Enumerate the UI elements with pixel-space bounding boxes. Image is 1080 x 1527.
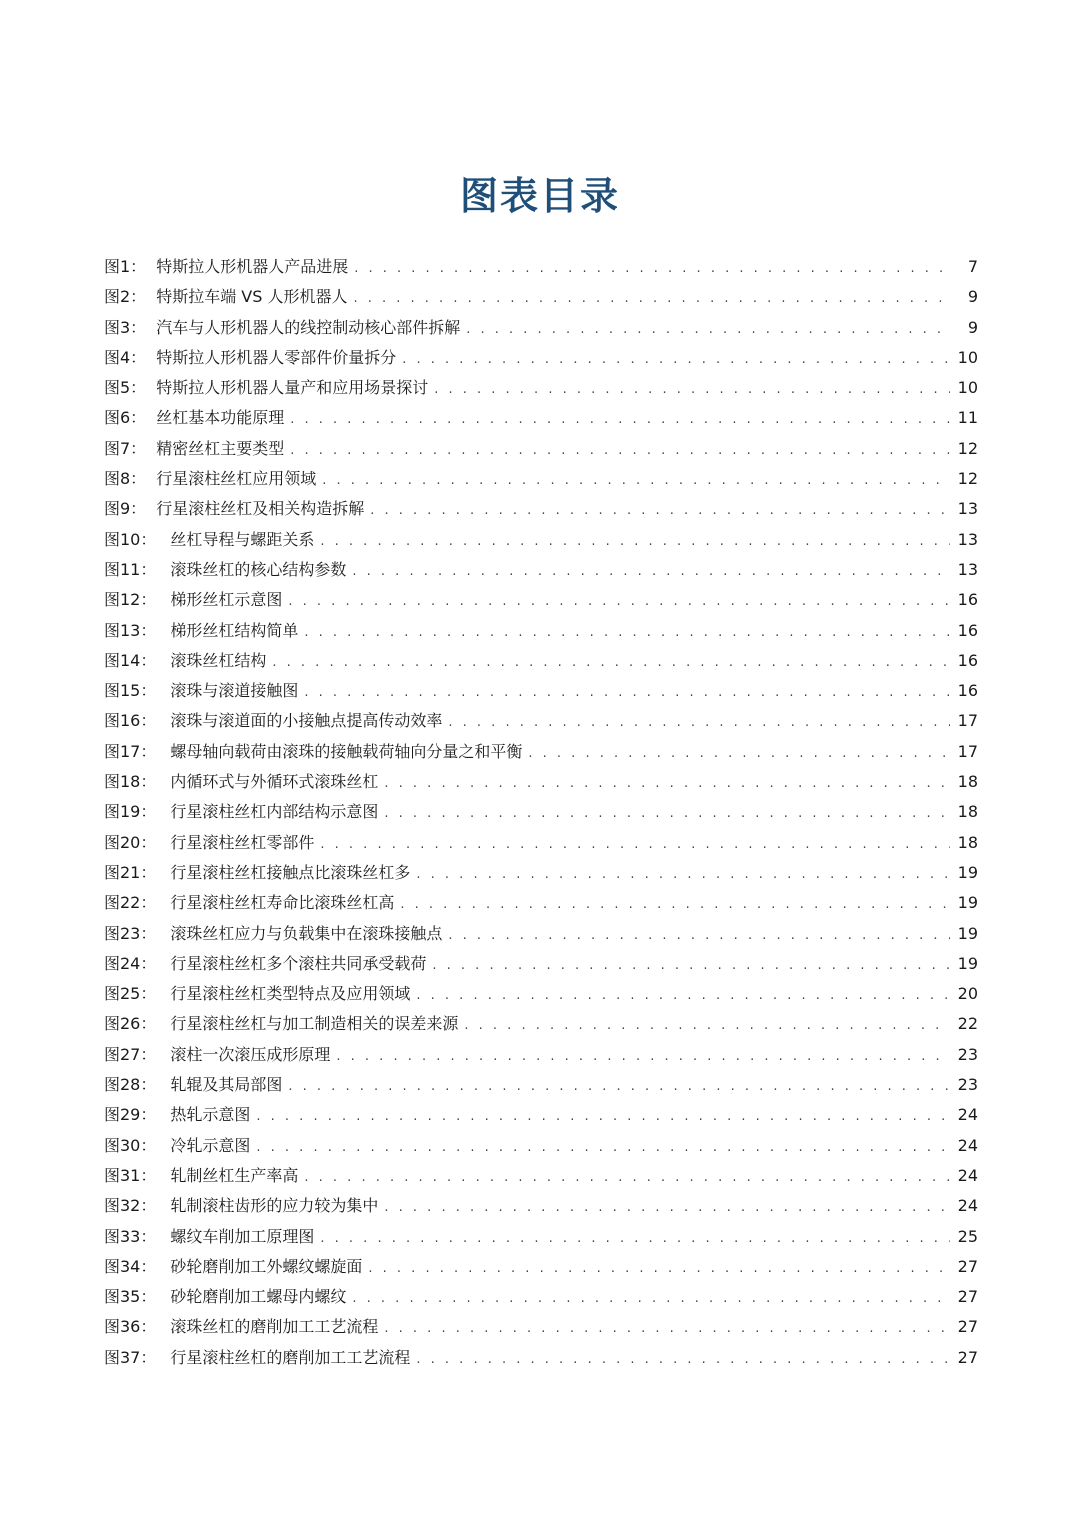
figure-label: 图30：	[104, 1135, 157, 1155]
toc-entry[interactable]	[104, 676, 978, 706]
figure-title: 特斯拉人形机器人零部件价量拆分	[156, 347, 397, 367]
page-number: 17	[957, 711, 978, 731]
dot-leader	[434, 375, 949, 405]
page-number: 7	[967, 257, 978, 276]
toc-entry[interactable]	[104, 1070, 978, 1100]
page-number: 10	[957, 378, 978, 398]
figure-title: 轧制丝杠生产率高	[170, 1165, 299, 1185]
figure-title: 行星滚柱丝杠多个滚柱共同承受载荷	[170, 953, 427, 973]
figure-label: 图16：	[104, 711, 157, 731]
figure-label: 图3：	[104, 317, 147, 337]
page-number: 25	[957, 1226, 978, 1246]
page-number: 13	[957, 529, 978, 549]
page-number: 19	[957, 893, 978, 913]
dot-leader	[384, 769, 949, 799]
page-number: 19	[957, 862, 978, 882]
figure-label: 图22：	[104, 893, 157, 913]
page-number: 27	[957, 1256, 978, 1276]
figure-title: 行星滚柱丝杠应用领域	[156, 469, 317, 489]
toc-entry[interactable]	[104, 1100, 978, 1130]
toc-entry[interactable]	[104, 858, 978, 888]
figure-title: 丝杠导程与螺距关系	[170, 529, 315, 549]
figure-label: 图1：	[104, 257, 147, 276]
dot-leader	[464, 1011, 949, 1041]
figure-label: 图24：	[104, 953, 157, 973]
dot-leader	[290, 405, 949, 435]
dot-leader	[272, 648, 949, 678]
dot-leader	[304, 678, 949, 708]
dot-leader	[322, 466, 949, 496]
dot-leader	[288, 1072, 949, 1102]
toc-entry[interactable]	[104, 1040, 978, 1070]
toc-entry[interactable]	[104, 464, 978, 494]
dot-leader	[368, 1254, 949, 1284]
toc-entry[interactable]	[104, 1009, 978, 1039]
figure-title: 汽车与人形机器人的线控制动核心部件拆解	[156, 317, 461, 337]
toc-entry[interactable]	[104, 434, 978, 464]
dot-leader	[370, 496, 949, 526]
figure-title: 轧制滚柱齿形的应力较为集中	[170, 1196, 379, 1216]
figure-label: 图20：	[104, 832, 157, 852]
page-number: 10	[957, 347, 978, 367]
dot-leader	[288, 587, 949, 617]
dot-leader	[256, 1102, 949, 1132]
figure-label: 图2：	[104, 287, 147, 307]
dot-leader	[320, 830, 949, 860]
figure-label: 图13：	[104, 620, 157, 640]
page-number: 24	[957, 1105, 978, 1125]
figure-label: 图8：	[104, 469, 147, 489]
dot-leader	[432, 951, 949, 981]
page-number: 20	[957, 984, 978, 1004]
figure-label: 图6：	[104, 408, 147, 428]
figure-label: 图34：	[104, 1256, 157, 1276]
figure-title: 热轧示意图	[170, 1105, 251, 1125]
figure-label: 图35：	[104, 1287, 157, 1307]
toc-entry[interactable]	[104, 1131, 978, 1161]
figure-title: 螺纹车削加工原理图	[170, 1226, 315, 1246]
toc-entry[interactable]	[104, 979, 978, 1009]
page-number: 16	[957, 620, 978, 640]
figure-title: 滚珠丝杠的磨削加工工艺流程	[170, 1317, 379, 1337]
dot-leader	[256, 1133, 949, 1163]
toc-entry[interactable]	[104, 373, 978, 403]
toc-entry[interactable]	[104, 828, 978, 858]
figure-title: 梯形丝杠示意图	[170, 590, 283, 610]
figure-label: 图9：	[104, 499, 147, 519]
page-number: 16	[957, 590, 978, 610]
figure-label: 图15：	[104, 681, 157, 701]
dot-leader	[384, 1314, 949, 1344]
figure-title: 行星滚柱丝杠类型特点及应用领域	[170, 984, 411, 1004]
figure-title: 螺母轴向载荷由滚珠的接触载荷轴向分量之和平衡	[170, 741, 523, 761]
figure-title: 精密丝杠主要类型	[156, 438, 285, 458]
figure-title: 轧辊及其局部图	[170, 1075, 283, 1095]
dot-leader	[320, 1224, 949, 1254]
figure-title: 砂轮磨削加工螺母内螺纹	[170, 1287, 347, 1307]
page-number: 12	[957, 469, 978, 489]
figure-title: 滚珠与滚道接触图	[170, 681, 299, 701]
figure-title: 行星滚柱丝杠接触点比滚珠丝杠多	[170, 862, 411, 882]
figure-label: 图7：	[104, 438, 147, 458]
figure-label: 图27：	[104, 1044, 157, 1064]
page-number: 24	[957, 1165, 978, 1185]
page-number: 27	[957, 1287, 978, 1307]
toc-entry[interactable]	[104, 313, 978, 343]
page-number: 11	[957, 408, 978, 428]
figure-title: 冷轧示意图	[170, 1135, 251, 1155]
toc-entry[interactable]	[104, 1312, 978, 1342]
dot-leader	[416, 981, 949, 1011]
toc-entry[interactable]	[104, 767, 978, 797]
toc-entry[interactable]	[104, 888, 978, 918]
dot-leader	[352, 557, 949, 587]
dot-leader	[402, 345, 949, 375]
page-number: 18	[957, 772, 978, 792]
dot-leader	[416, 1345, 949, 1375]
figure-title: 滚珠丝杠的核心结构参数	[170, 559, 347, 579]
dot-leader	[336, 1042, 949, 1072]
figure-label: 图19：	[104, 802, 157, 822]
page-title: 图表目录	[459, 174, 620, 218]
figure-label: 图25：	[104, 984, 157, 1004]
figure-title: 内循环式与外循环式滚珠丝杠	[170, 772, 379, 792]
page-number: 12	[957, 438, 978, 458]
figure-label: 图37：	[104, 1347, 157, 1367]
toc-entry[interactable]	[104, 949, 978, 979]
figure-title: 行星滚柱丝杠与加工制造相关的误差来源	[170, 1014, 459, 1034]
page-number: 23	[957, 1075, 978, 1095]
figure-title: 梯形丝杠结构简单	[170, 620, 299, 640]
toc-entry[interactable]	[104, 555, 978, 585]
figure-label: 图11：	[104, 559, 157, 579]
dot-leader	[400, 890, 949, 920]
page-number: 18	[957, 832, 978, 852]
page-number: 13	[957, 499, 978, 519]
toc-entry[interactable]	[104, 706, 978, 736]
figure-label: 图31：	[104, 1165, 157, 1185]
page-number: 24	[957, 1135, 978, 1155]
toc-entry[interactable]	[104, 403, 978, 433]
dot-leader	[353, 284, 950, 314]
figure-label: 图33：	[104, 1226, 157, 1246]
figure-label: 图12：	[104, 590, 157, 610]
toc-entry[interactable]	[104, 1191, 978, 1221]
dot-leader	[354, 254, 950, 284]
page-number: 23	[957, 1044, 978, 1064]
toc-entry[interactable]	[104, 252, 978, 282]
toc-entry[interactable]	[104, 919, 978, 949]
page-number: 27	[957, 1317, 978, 1337]
figure-title: 滚珠与滚道面的小接触点提高传动效率	[170, 711, 443, 731]
figure-title: 砂轮磨削加工外螺纹螺旋面	[170, 1256, 363, 1276]
figure-title: 滚珠丝杠结构	[170, 650, 267, 670]
figure-title: 行星滚柱丝杠内部结构示意图	[170, 802, 379, 822]
toc-entry[interactable]	[104, 616, 978, 646]
figure-label: 图32：	[104, 1196, 157, 1216]
dot-leader	[448, 921, 949, 951]
page-number: 22	[957, 1014, 978, 1034]
dot-leader	[352, 1284, 949, 1314]
figure-title: 行星滚柱丝杠的磨削加工工艺流程	[170, 1347, 411, 1367]
dot-leader	[304, 618, 949, 648]
page-number: 18	[957, 802, 978, 822]
dot-leader	[384, 799, 949, 829]
dot-leader	[528, 739, 949, 769]
figure-label: 图26：	[104, 1014, 157, 1034]
toc-entry[interactable]	[104, 282, 978, 312]
toc-entry[interactable]	[104, 1252, 978, 1282]
figure-label: 图36：	[104, 1317, 157, 1337]
dot-leader	[448, 708, 949, 738]
figure-label: 图14：	[104, 650, 157, 670]
page-number: 9	[967, 287, 978, 307]
figure-label: 图10：	[104, 529, 157, 549]
figure-title: 特斯拉人形机器人量产和应用场景探讨	[156, 378, 429, 398]
page-number: 19	[957, 923, 978, 943]
toc-entry[interactable]	[104, 797, 978, 827]
toc-entry[interactable]	[104, 343, 978, 373]
dot-leader	[384, 1193, 949, 1223]
toc-entry[interactable]	[104, 1343, 978, 1373]
page-number: 19	[957, 953, 978, 973]
figure-title: 行星滚柱丝杠寿命比滚珠丝杠高	[170, 893, 395, 913]
figure-label: 图18：	[104, 772, 157, 792]
figure-label: 图29：	[104, 1105, 157, 1125]
page-number: 27	[957, 1347, 978, 1367]
dot-leader	[466, 315, 950, 345]
figure-label: 图28：	[104, 1075, 157, 1095]
toc-entry[interactable]	[104, 737, 978, 767]
figure-title: 特斯拉人形机器人产品进展	[156, 257, 349, 276]
figure-label: 图17：	[104, 741, 157, 761]
toc-entry[interactable]	[104, 646, 978, 676]
figure-label: 图21：	[104, 862, 157, 882]
figure-title: 滚珠丝杠应力与负载集中在滚珠接触点	[170, 923, 443, 943]
figure-list	[104, 252, 978, 1373]
page-number: 16	[957, 650, 978, 670]
dot-leader	[320, 527, 949, 557]
toc-entry[interactable]	[104, 494, 978, 524]
figure-title: 行星滚柱丝杠零部件	[170, 832, 315, 852]
toc-entry[interactable]	[104, 1282, 978, 1312]
figure-title: 行星滚柱丝杠及相关构造拆解	[156, 499, 365, 519]
page-number: 13	[957, 559, 978, 579]
toc-entry[interactable]	[104, 1222, 978, 1252]
page-number: 24	[957, 1196, 978, 1216]
figure-label: 图23：	[104, 923, 157, 943]
dot-leader	[290, 436, 949, 466]
figure-title: 丝杠基本功能原理	[156, 408, 285, 428]
figure-label: 图5：	[104, 378, 147, 398]
dot-leader	[304, 1163, 949, 1193]
figure-title: 特斯拉车端 VS 人形机器人	[156, 287, 348, 307]
page-number: 9	[967, 317, 978, 337]
toc-entry[interactable]	[104, 1161, 978, 1191]
page-number: 17	[957, 741, 978, 761]
toc-entry[interactable]	[104, 525, 978, 555]
figure-title: 滚柱一次滚压成形原理	[170, 1044, 331, 1064]
page-number: 16	[957, 681, 978, 701]
figure-label: 图4：	[104, 347, 147, 367]
dot-leader	[416, 860, 949, 890]
toc-entry[interactable]	[104, 585, 978, 615]
